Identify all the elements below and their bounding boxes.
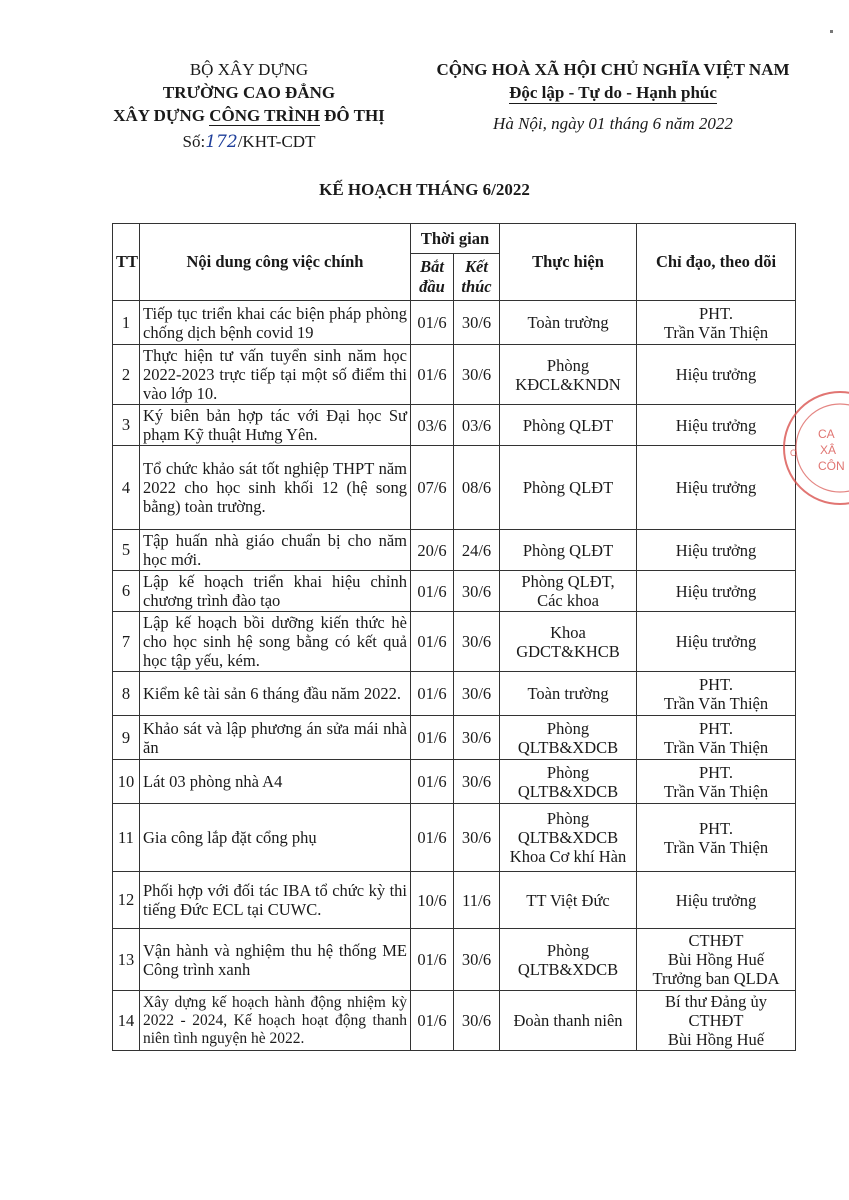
row-executor: Toàn trường (500, 301, 637, 345)
row-start-date: 07/6 (411, 446, 454, 530)
row-supervisor: Bí thư Đảng ủy CTHĐT Bùi Hồng Huế (637, 991, 796, 1051)
row-executor: Phòng QLTB&XDCB Khoa Cơ khí Hàn (500, 804, 637, 872)
ministry-name: BỘ XÂY DỰNG (189, 60, 309, 79)
row-number: 10 (113, 760, 140, 804)
table-row (113, 804, 796, 872)
row-content: Tập huấn nhà giáo chuẩn bị cho năm học mới. (140, 530, 411, 571)
doc-no-handwritten: 172 (205, 132, 238, 152)
row-executor: Phòng QLĐT (500, 446, 637, 530)
row-start-date: 10/6 (411, 872, 454, 929)
row-supervisor: Hiệu trưởng (637, 345, 796, 405)
row-content: Gia công lắp đặt cổng phụ (140, 804, 411, 872)
table-row (113, 672, 796, 716)
header-supervisor: Chỉ đạo, theo dõi (637, 224, 796, 301)
row-content: Lập kế hoạch triển khai hiệu chỉnh chương trình đào tạo (140, 571, 411, 612)
row-executor: Phòng QLĐT (500, 530, 637, 571)
row-end-date: 30/6 (454, 991, 500, 1051)
row-content: Tiếp tục triển khai các biện pháp phòng chống dịch bệnh covid 19 (140, 301, 411, 345)
school-name-line1: TRƯỜNG CAO ĐẲNG (162, 83, 336, 102)
row-content: Tổ chức khảo sát tốt nghiệp THPT năm 2022 cho học sinh khối 12 (hệ song bằng) toàn trường. (140, 446, 411, 530)
svg-text:CÔN: CÔN (818, 459, 845, 473)
row-executor: TT Việt Đức (500, 872, 637, 929)
row-end-date: 30/6 (454, 612, 500, 672)
row-content: Lập kế hoạch bồi dưỡng kiến thức hè cho học sinh hệ song bằng có kết quả học tập yếu, kém. (140, 612, 411, 672)
doc-no-prefix: Số: (182, 132, 206, 151)
row-supervisor: Hiệu trưởng (637, 530, 796, 571)
row-executor: Phòng QLĐT, Các khoa (500, 571, 637, 612)
header-content: Nội dung công việc chính (140, 224, 411, 301)
row-end-date: 30/6 (454, 716, 500, 760)
row-number: 11 (113, 804, 140, 872)
row-supervisor: Hiệu trưởng (637, 612, 796, 672)
row-number: 4 (113, 446, 140, 530)
header-end: Kết thúc (454, 254, 500, 301)
row-supervisor: Hiệu trưởng (637, 405, 796, 446)
table-row (113, 446, 796, 530)
row-supervisor: PHT. Trần Văn Thiện (637, 716, 796, 760)
row-supervisor: PHT. Trần Văn Thiện (637, 301, 796, 345)
motto: Độc lập - Tự do - Hạnh phúc (509, 83, 717, 102)
table-row (113, 571, 796, 612)
document-number (84, 130, 414, 154)
row-end-date: 30/6 (454, 804, 500, 872)
row-number: 3 (113, 405, 140, 446)
row-content: Vận hành và nghiệm thu hệ thống ME Công trình xanh (140, 929, 411, 991)
school-name-part-c: ĐÔ THỊ (319, 106, 385, 125)
row-supervisor: PHT. Trần Văn Thiện (637, 672, 796, 716)
row-end-date: 08/6 (454, 446, 500, 530)
plan-table-body (113, 301, 796, 1051)
row-start-date: 01/6 (411, 760, 454, 804)
school-name-line2 (84, 104, 414, 127)
school-name-part-b: CÔNG TRÌNH (209, 106, 320, 125)
header-executor: Thực hiện (500, 224, 637, 301)
page-dot (830, 30, 833, 33)
row-content: Khảo sát và lập phương án sửa mái nhà ăn (140, 716, 411, 760)
row-start-date: 01/6 (411, 571, 454, 612)
row-executor: Khoa GDCT&KHCB (500, 612, 637, 672)
school-name-part-a: XÂY DỰNG (113, 106, 210, 125)
row-number: 12 (113, 872, 140, 929)
row-executor: Phòng KĐCL&KNDN (500, 345, 637, 405)
national-header (408, 58, 818, 135)
doc-no-suffix: /KHT-CDT (237, 132, 316, 151)
row-end-date: 30/6 (454, 672, 500, 716)
row-start-date: 01/6 (411, 301, 454, 345)
table-row (113, 612, 796, 672)
row-executor: Phòng QLTB&XDCB (500, 929, 637, 991)
row-number: 14 (113, 991, 140, 1051)
row-end-date: 30/6 (454, 345, 500, 405)
table-row (113, 991, 796, 1051)
row-content: Phối hợp với đối tác IBA tổ chức kỳ thi tiếng Đức ECL tại CUWC. (140, 872, 411, 929)
row-number: 1 (113, 301, 140, 345)
row-content: Kiểm kê tài sản 6 tháng đầu năm 2022. (140, 672, 411, 716)
row-end-date: 30/6 (454, 760, 500, 804)
row-end-date: 24/6 (454, 530, 500, 571)
row-end-date: 30/6 (454, 301, 500, 345)
header-start: Bắt đầu (411, 254, 454, 301)
row-end-date: 03/6 (454, 405, 500, 446)
nation-name: CỘNG HOÀ XÃ HỘI CHỦ NGHĨA VIỆT NAM (436, 60, 790, 79)
row-executor: Phòng QLTB&XDCB (500, 760, 637, 804)
row-supervisor: CTHĐT Bùi Hồng Huế Trưởng ban QLDA (637, 929, 796, 991)
document-title: KẾ HOẠCH THÁNG 6/2022 (319, 180, 530, 199)
row-end-date: 11/6 (454, 872, 500, 929)
row-start-date: 03/6 (411, 405, 454, 446)
table-row (113, 405, 796, 446)
row-executor: Phòng QLTB&XDCB (500, 716, 637, 760)
row-executor: Phòng QLĐT (500, 405, 637, 446)
row-end-date: 30/6 (454, 571, 500, 612)
row-number: 6 (113, 571, 140, 612)
row-number: 5 (113, 530, 140, 571)
table-row (113, 301, 796, 345)
table-row (113, 345, 796, 405)
row-supervisor: PHT. Trần Văn Thiện (637, 804, 796, 872)
row-content: Xây dựng kế hoạch hành động nhiệm kỳ 2022 - 2024, Kế hoạch hoạt động thanh niên tình nguyện hè 2022. (140, 991, 411, 1051)
row-start-date: 01/6 (411, 929, 454, 991)
row-supervisor: Hiệu trưởng (637, 571, 796, 612)
row-executor: Đoàn thanh niên (500, 991, 637, 1051)
row-start-date: 01/6 (411, 612, 454, 672)
row-supervisor: Hiệu trưởng (637, 872, 796, 929)
row-number: 8 (113, 672, 140, 716)
header-tt: TT (113, 224, 140, 301)
header-time: Thời gian (411, 224, 500, 254)
row-start-date: 01/6 (411, 672, 454, 716)
row-end-date: 30/6 (454, 929, 500, 991)
red-seal-stamp (780, 388, 849, 508)
row-content: Thực hiện tư vấn tuyển sinh năm học 2022-2023 trực tiếp tại một số điểm thi vào lớp 10. (140, 345, 411, 405)
issuer-header (84, 58, 414, 154)
table-row (113, 872, 796, 929)
row-number: 2 (113, 345, 140, 405)
plan-table (112, 223, 796, 1051)
row-supervisor: Hiệu trưởng (637, 446, 796, 530)
row-supervisor: PHT. Trần Văn Thiện (637, 760, 796, 804)
row-content: Ký biên bản hợp tác với Đại học Sư phạm Kỹ thuật Hưng Yên. (140, 405, 411, 446)
row-number: 13 (113, 929, 140, 991)
row-executor: Toàn trường (500, 672, 637, 716)
row-start-date: 01/6 (411, 716, 454, 760)
svg-text:O: O (790, 448, 798, 458)
svg-text:XÂ: XÂ (820, 443, 837, 457)
row-start-date: 01/6 (411, 345, 454, 405)
table-row (113, 716, 796, 760)
row-number: 7 (113, 612, 140, 672)
row-start-date: 01/6 (411, 804, 454, 872)
svg-text:CA: CA (818, 427, 835, 441)
place-date: Hà Nội, ngày 01 tháng 6 năm 2022 (493, 114, 733, 133)
row-content: Lát 03 phòng nhà A4 (140, 760, 411, 804)
row-number: 9 (113, 716, 140, 760)
table-row (113, 929, 796, 991)
table-row (113, 530, 796, 571)
table-row (113, 760, 796, 804)
row-start-date: 01/6 (411, 991, 454, 1051)
row-start-date: 20/6 (411, 530, 454, 571)
